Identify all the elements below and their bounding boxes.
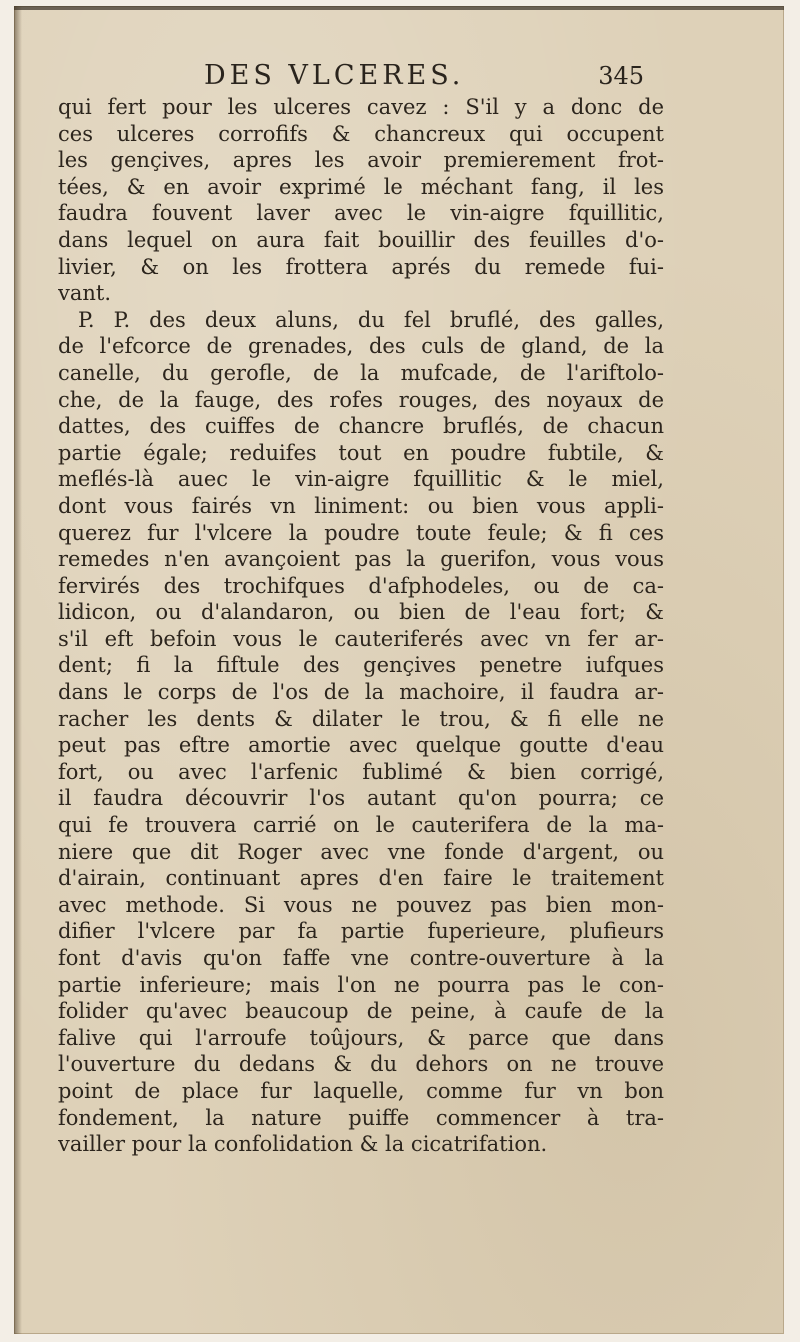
text-line: canelle, du gerofle, de la mufcade, de l'ariftolo-: [58, 360, 664, 385]
page-number: 345: [598, 62, 644, 90]
text-line: ces ulceres corrofifs & chancreux qui occupent: [58, 121, 664, 146]
text-line: dent; fi la fiftule des gençives penetre iufques: [58, 653, 664, 678]
text-line: remedes n'en avançoient pas la guerifon, vous vous: [58, 547, 664, 572]
text-line: folider qu'avec beaucoup de peine, à caufe de la: [58, 999, 664, 1024]
text-line: falive qui l'arroufe toûjours, & parce que dans: [58, 1025, 664, 1050]
text-line: meflés-là auec le vin-aigre fquillitic & le miel,: [58, 467, 664, 492]
body-text: [58, 94, 664, 1158]
text-line: P. P. des deux aluns, du fel bruflé, des galles,: [78, 307, 664, 332]
text-line: vant.: [58, 281, 112, 306]
text-line: l'ouverture du dedans & du dehors on ne trouve: [58, 1052, 664, 1077]
text-line: lidicon, ou d'alandaron, ou bien de l'eau fort; &: [58, 600, 664, 625]
text-line: fervirés des trochifques d'afphodeles, ou de ca-: [58, 573, 664, 598]
running-title: DES VLCERES.: [204, 60, 465, 91]
text-line: dans le corps de l'os de la machoire, il faudra ar-: [58, 680, 664, 705]
page-gutter-shadow: [14, 6, 22, 1334]
text-line: avec methode. Si vous ne pouvez pas bien mon-: [58, 892, 664, 917]
text-line: dont vous fairés vn liniment: ou bien vous appli-: [58, 493, 664, 518]
text-line: faudra fouvent laver avec le vin-aigre fquillitic,: [58, 201, 664, 226]
text-line: vailler pour la confolidation & la cicatrifation.: [58, 1132, 548, 1157]
page-top-edge: [14, 6, 784, 10]
text-line: d'airain, continuant apres d'en faire le traitement: [58, 866, 664, 891]
text-line: font d'avis qu'on faffe vne contre-ouverture à la: [58, 946, 664, 970]
text-line: peut pas eftre amortie avec quelque goutte d'eau: [58, 733, 664, 758]
text-line: il faudra découvrir l'os autant qu'on pourra; ce: [58, 786, 664, 811]
text-line: che, de la fauge, des rofes rouges, des noyaux de: [58, 387, 664, 412]
text-line: querez fur l'vlcere la poudre toute feule; & fi ces: [58, 520, 664, 545]
text-line: de l'efcorce de grenades, des culs de gland, de la: [58, 334, 664, 359]
text-line: tées, & en avoir exprimé le méchant fang, il les: [58, 174, 664, 199]
text-line: point de place fur laquelle, comme fur vn bon: [58, 1078, 664, 1103]
text-line: qui fert pour les ulceres cavez : S'il y a donc de: [58, 95, 664, 119]
text-line: dattes, des cuiffes de chancre bruflés, de chacun: [58, 414, 664, 439]
text-line: s'il eft befoin vous le cauteriferés avec vn fer ar-: [58, 626, 664, 651]
text-line: racher les dents & dilater le trou, & fi elle ne: [58, 706, 664, 731]
text-line: les gençives, apres les avoir premierement frot-: [58, 148, 664, 173]
text-line: dans lequel on aura fait bouillir des feuilles d'o-: [58, 227, 664, 252]
text-line: difier l'vlcere par fa partie fuperieure, plufieurs: [58, 919, 664, 944]
text-line: fondement, la nature puiffe commencer à tra-: [58, 1105, 664, 1130]
text-line: niere que dit Roger avec vne fonde d'argent, ou: [58, 839, 664, 864]
text-line: qui fe trouvera carrié on le cauterifera de la ma-: [58, 813, 664, 838]
text-line: livier, & on les frottera aprés du remede fui-: [58, 254, 664, 279]
text-line: fort, ou avec l'arfenic fublimé & bien corrigé,: [58, 759, 664, 784]
text-line: partie égale; reduifes tout en poudre fubtile, &: [58, 440, 664, 465]
book-page: [14, 6, 784, 1334]
text-line: partie inferieure; mais l'on ne pourra pas le con-: [58, 972, 664, 997]
